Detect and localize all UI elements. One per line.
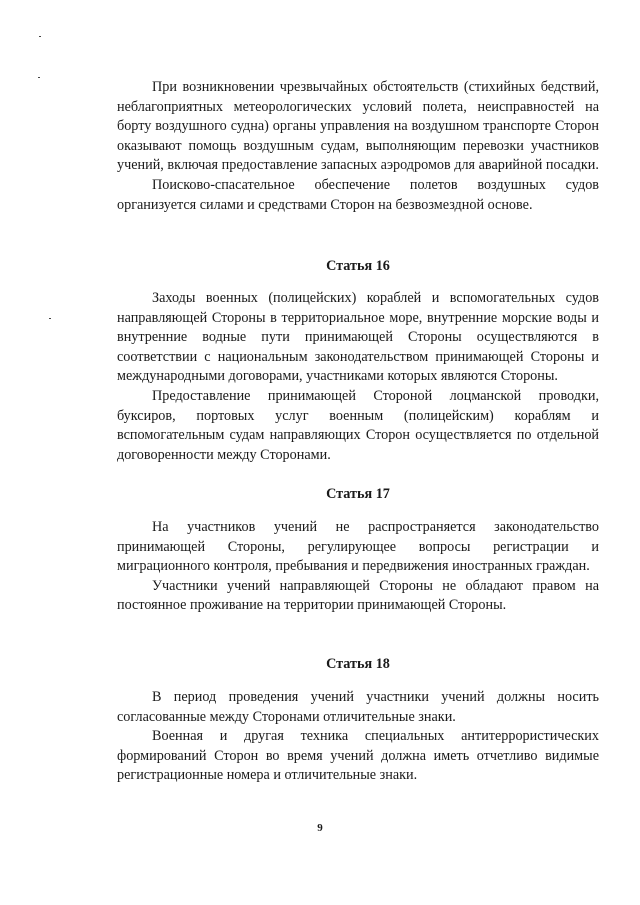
scan-speck — [49, 318, 51, 319]
paragraph: Заходы военных (полицейских) кораблей и вспомогательных судов направляющей Стороны в территориальное море, внутренние морские воды и внутренние водные пути принимающей Стороны осуществляются в соответствии с национальным законодательством принимающей Стороны и международными договорами, участниками которых являются Стороны. — [117, 290, 599, 385]
article-heading: Статья 18 — [326, 656, 390, 672]
paragraph: Поисково-спасательное обеспечение полетов воздушных судов организуется силами и средствами Сторон на безвозмездной основе. — [117, 176, 599, 213]
article-16-heading-wrap — [117, 257, 599, 277]
page-number: 9 — [317, 822, 323, 834]
article-heading: Статья 16 — [326, 258, 390, 274]
article-17-body — [117, 518, 599, 616]
paragraph: В период проведения учений участники учений должны носить согласованные между Сторонами отличительные знаки. — [117, 689, 599, 725]
paragraph: При возникновении чрезвычайных обстоятельств (стихийных бедствий, неблагоприятных метеорологических условий полета, неисправностей на борту воздушного судна) органы управления на воздушном транспорте Сторон оказывают помощь воздушным судам, выполняющим перевозки участников учений, включая предоставление запасных аэродромов для аварийной посадки. — [117, 79, 599, 174]
article-18-body — [117, 688, 599, 786]
paragraph: На участников учений не распространяется законодательство принимающей Стороны, регулирующее вопросы регистрации и миграционного контроля, пребывания и передвижения иностранных граждан. — [117, 519, 599, 575]
article-17-heading-wrap — [117, 485, 599, 505]
article-heading: Статья 17 — [326, 486, 390, 502]
article-16-body — [117, 289, 599, 465]
scan-speck — [38, 77, 40, 78]
paragraph: Участники учений направляющей Стороны не обладают правом на постоянное проживание на территории принимающей Стороны. — [117, 577, 599, 614]
paragraph: Предоставление принимающей Стороной лоцманской проводки, буксиров, портовых услуг военным (полицейским) кораблям и вспомогательным судам направляющих Сторон осуществляется по отдельной договоренности между Сторонами. — [117, 387, 599, 463]
intro-section — [117, 78, 599, 215]
article-18-heading-wrap — [117, 655, 599, 675]
scan-speck — [39, 36, 41, 37]
paragraph: Военная и другая техника специальных антитеррористических формирований Сторон во время учений должна иметь отчетливо видимые регистрационные номера и отличительные знаки. — [117, 728, 599, 784]
